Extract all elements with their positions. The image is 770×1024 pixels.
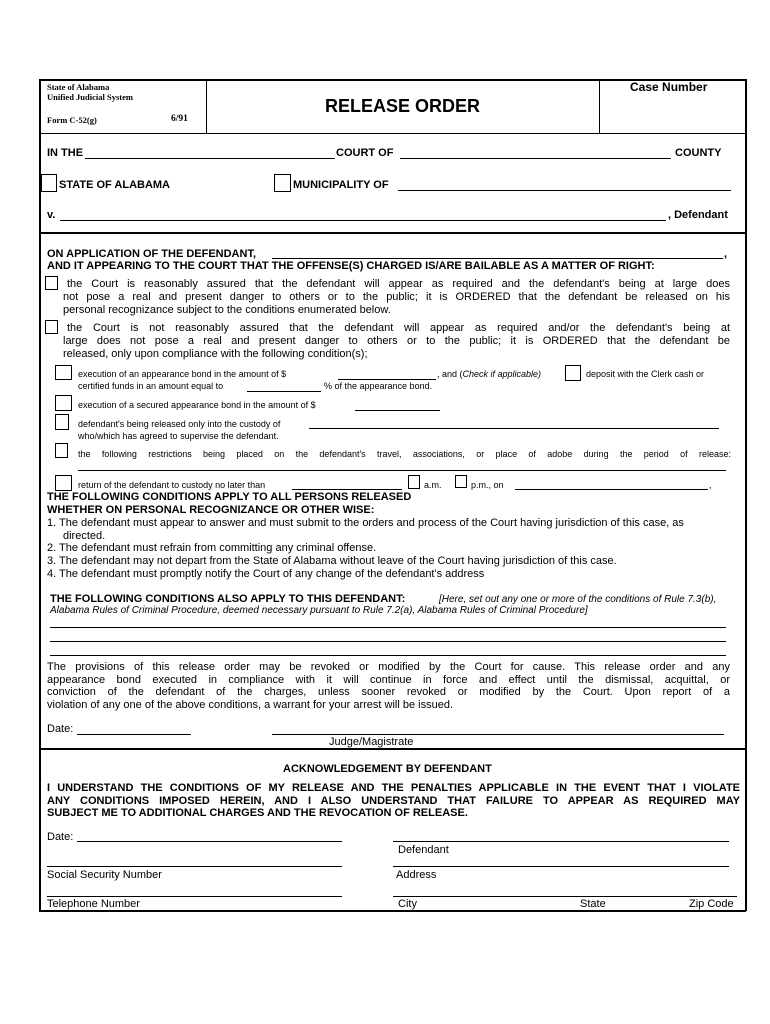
and-label: , and ( — [437, 369, 463, 379]
recognizance-option-line1: the Court is reasonably assured that the defendant will appear as required and the defendant's being at large does — [67, 278, 730, 290]
in-the-label: IN THE — [47, 147, 84, 159]
versus-label: v. — [47, 209, 56, 221]
conditional-option-line3: released, only upon compliance with the following condition(s); — [63, 348, 368, 360]
appearance-bond-amount-field[interactable] — [338, 379, 436, 380]
return-date-field[interactable] — [515, 489, 708, 490]
pm-label: p.m., on — [471, 480, 504, 490]
order-date-field[interactable] — [77, 734, 191, 735]
am-label: a.m. — [424, 480, 442, 490]
secured-bond-amount-field[interactable] — [355, 410, 440, 411]
secured-bond-label: execution of a secured appearance bond in the amount of $ — [78, 400, 316, 410]
ssn-label: Social Security Number — [47, 869, 162, 881]
municipality-checkbox[interactable] — [274, 174, 291, 192]
defendant-signature-field[interactable] — [393, 841, 729, 842]
city-label: City — [398, 898, 417, 910]
recognizance-option-line2: not pose a real and present danger to others or to the public; it is ORDERED that the defendant be released on his — [63, 291, 730, 303]
certified-funds-label: certified funds in an amount equal to — [78, 381, 224, 391]
judicial-system: Unified Judicial System — [47, 92, 133, 102]
provisions-line3: conviction of the defendant of the charges, unless sooner revoked or modified by the Court. Upon report of a — [47, 686, 730, 698]
zip-code-label: Zip Code — [689, 898, 734, 910]
check-if-applicable-label: Check if applicable) — [462, 369, 542, 379]
telephone-label: Telephone Number — [47, 898, 140, 910]
additional-conditions-line-2[interactable] — [50, 641, 726, 642]
restrictions-field[interactable] — [78, 470, 726, 471]
ssn-field[interactable] — [47, 866, 342, 867]
address-field[interactable] — [393, 866, 729, 867]
recognizance-option-checkbox[interactable] — [45, 276, 58, 290]
acknowledgement-line3: SUBJECT ME TO ADDITIONAL CHARGES AND THE REVOCATION OF RELEASE. — [47, 807, 468, 819]
rule-note-line2: Alabama Rules of Criminal Procedure, deemed necessary pursuant to Rule 7.2(a), Alabama Rules of Criminal Procedure] — [50, 605, 588, 616]
condition-item-3: 3. The defendant may not depart from the State of Alabama without leave of the Court having jurisdiction of this case. — [47, 555, 617, 567]
return-time-field[interactable] — [292, 489, 402, 490]
conditional-option-line1: the Court is not reasonably assured that the defendant will appear as required and/or the defendant's being at — [67, 322, 730, 334]
address-label: Address — [396, 869, 437, 881]
state-label: State — [580, 898, 606, 910]
county-label: COUNTY — [675, 147, 722, 159]
restrictions-checkbox[interactable] — [55, 443, 68, 458]
state-name: State of Alabama — [47, 82, 110, 92]
all-persons-heading: THE FOLLOWING CONDITIONS APPLY TO ALL PERSONS RELEASED — [47, 491, 412, 503]
application-heading: ON APPLICATION OF THE DEFENDANT, — [47, 248, 256, 260]
additional-conditions-line-3[interactable] — [50, 655, 726, 656]
state-of-alabama-checkbox[interactable] — [41, 174, 57, 192]
state-of-alabama-label: STATE OF ALABAMA — [59, 179, 171, 191]
conditional-option-line2: large does not pose a real and present danger to others or to the public; it is ORDERED that the defendant be — [63, 335, 730, 347]
recognizance-option-line3: personal recognizance subject to the conditions enumerated below. — [63, 304, 391, 316]
judge-signature-field[interactable] — [272, 734, 724, 735]
form-date: 6/91 — [171, 114, 188, 124]
am-checkbox[interactable] — [408, 475, 420, 489]
telephone-field[interactable] — [47, 896, 342, 897]
return-custody-label: return of the defendant to custody no later than — [78, 480, 266, 490]
case-number-label: Case Number — [630, 80, 708, 94]
provisions-line2: appearance bond executed in compliance with it will continue in force and effect until the dismissal, acquittal, or — [47, 674, 730, 686]
additional-conditions-heading: THE FOLLOWING CONDITIONS ALSO APPLY TO THIS DEFENDANT: — [50, 593, 406, 605]
bailable-heading: AND IT APPEARING TO THE COURT THAT THE OFFENSE(S) CHARGED IS/ARE BAILABLE AS A MATTER OF RIGHT: — [47, 260, 655, 272]
cash-deposit-label: deposit with the Clerk cash or — [586, 369, 705, 379]
acknowledgement-line1: I UNDERSTAND THE CONDITIONS OF MY RELEASE AND THE PENALTIES APPLICABLE IN THE EVENT THAT I VIOLATE — [47, 782, 740, 794]
custodian-field[interactable] — [309, 428, 719, 429]
order-date-label: Date: — [47, 723, 74, 735]
county-name-field[interactable] — [400, 158, 671, 159]
acknowledgement-line2: ANY CONDITIONS IMPOSED HEREIN, AND I ALSO UNDERSTAND THAT FAILURE TO APPEAR AS REQUIRED MAY — [47, 795, 740, 807]
provisions-line4: violation of any one of the above conditions, a warrant for your arrest will be issued. — [47, 699, 454, 711]
defendant-application-field[interactable] — [272, 258, 723, 259]
appearance-bond-label: execution of an appearance bond in the amount of $ — [78, 369, 287, 379]
form-number: Form C-52(g) — [47, 115, 97, 125]
defendant-signature-label: Defendant — [398, 844, 449, 856]
city-state-zip-field[interactable] — [393, 896, 737, 897]
return-custody-checkbox[interactable] — [55, 475, 72, 491]
condition-item-1: 1. The defendant must appear to answer and must submit to the orders and process of the Court having jurisdiction of this case, as — [47, 517, 684, 529]
percent-label: % of the appearance bond. — [324, 381, 433, 391]
additional-conditions-line-1[interactable] — [50, 627, 726, 628]
condition-item-2: 2. The defendant must refrain from committing any criminal offense. — [47, 542, 377, 554]
appearance-bond-checkbox[interactable] — [55, 365, 72, 380]
rule-note-line1: [Here, set out any one or more of the conditions of Rule 7.3(b), — [439, 594, 717, 605]
secured-bond-checkbox[interactable] — [55, 395, 72, 411]
page-title: RELEASE ORDER — [324, 96, 481, 116]
custody-label: defendant's being released only into the custody of — [78, 419, 281, 429]
percent-field[interactable] — [247, 391, 321, 392]
ack-date-label: Date: — [47, 831, 74, 843]
provisions-line1: The provisions of this release order may be revoked or modified by the Court for cause. This release order and any — [47, 661, 730, 673]
court-name-field[interactable] — [85, 158, 335, 159]
acknowledgement-heading: ACKNOWLEDGEMENT BY DEFENDANT — [283, 763, 492, 775]
judge-label: Judge/Magistrate — [329, 736, 414, 748]
recognizance-heading: WHETHER ON PERSONAL RECOGNIZANCE OR OTHER WISE: — [47, 504, 375, 516]
ack-date-field[interactable] — [77, 841, 342, 842]
municipality-field[interactable] — [398, 190, 731, 191]
court-of-label: COURT OF — [336, 147, 394, 159]
defendant-label: , Defendant — [668, 209, 728, 221]
restrictions-label: the following restrictions being placed on the defendant's travel, associations, or place of adobe during the period of release: — [78, 449, 731, 459]
supervise-label: who/which has agreed to supervise the defendant. — [78, 431, 279, 441]
custody-checkbox[interactable] — [55, 414, 69, 430]
defendant-name-field[interactable] — [60, 220, 666, 221]
cash-deposit-checkbox[interactable] — [565, 365, 581, 381]
municipality-label: MUNICIPALITY OF — [293, 179, 389, 191]
conditional-option-checkbox[interactable] — [45, 320, 58, 334]
pm-checkbox[interactable] — [455, 475, 467, 488]
condition-item-1-cont: directed. — [63, 530, 106, 542]
condition-item-4: 4. The defendant must promptly notify the Court of any change of the defendant's address — [47, 568, 485, 580]
